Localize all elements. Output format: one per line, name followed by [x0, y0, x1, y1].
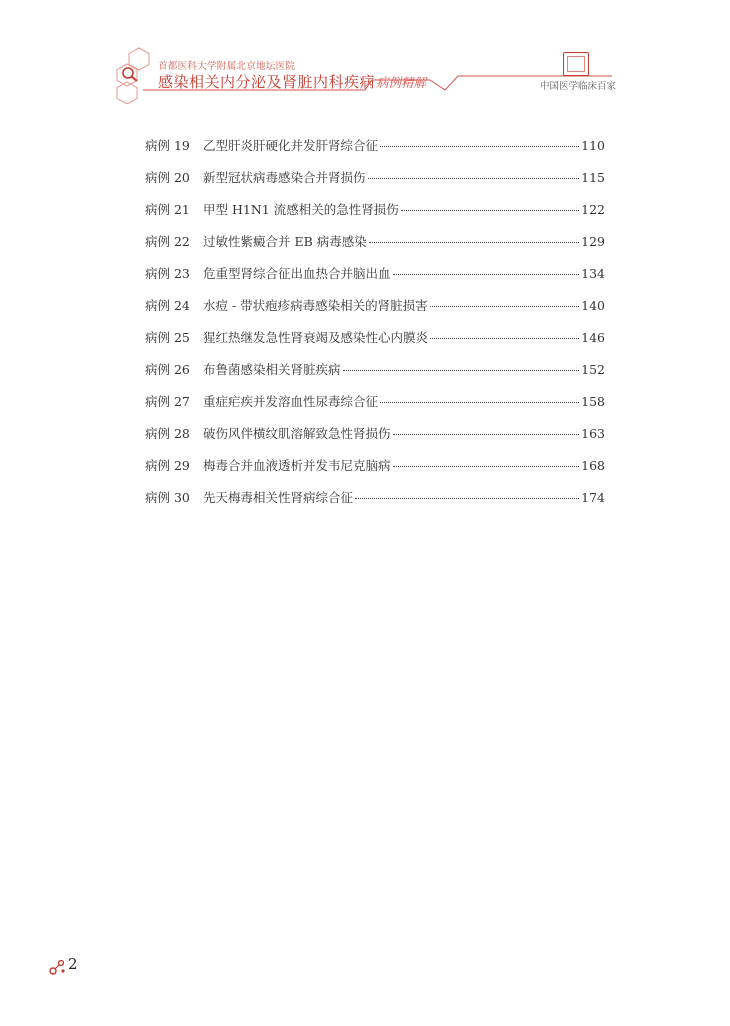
dot-leader [430, 305, 579, 307]
toc-entry[interactable] [145, 162, 605, 194]
case-number: 病例 20 [145, 170, 190, 185]
case-page-number: 140 [581, 298, 605, 313]
case-page-number: 168 [581, 458, 605, 473]
case-page-number: 122 [581, 202, 605, 217]
institution-name: 首都医科大学附属北京地坛医院 [158, 61, 296, 72]
book-title: 感染相关内分泌及肾脏内科疾病 [158, 73, 376, 91]
toc-entry[interactable] [145, 386, 605, 418]
case-number: 病例 27 [145, 394, 190, 409]
toc-entry[interactable] [145, 290, 605, 322]
case-page-number: 110 [581, 138, 605, 153]
toc-entry[interactable] [145, 226, 605, 258]
dot-leader [393, 273, 580, 275]
case-title: 水痘 - 带状疱疹病毒感染相关的肾脏损害 [203, 298, 428, 313]
case-number: 病例 19 [145, 138, 190, 153]
publisher-name: 中国医学临床百家 [540, 81, 617, 92]
case-number: 病例 28 [145, 426, 190, 441]
case-title: 乙型肝炎肝硬化并发肝肾综合征 [203, 138, 379, 153]
toc-entry[interactable] [145, 258, 605, 290]
toc-entry[interactable] [145, 418, 605, 450]
case-number: 病例 29 [145, 458, 190, 473]
header-rule [0, 0, 730, 110]
case-title: 先天梅毒相关性肾病综合征 [203, 490, 354, 505]
toc-entry[interactable] [145, 322, 605, 354]
case-title: 猩红热继发急性肾衰竭及感染性心内膜炎 [203, 330, 429, 345]
page-number: 2 [68, 955, 78, 973]
case-page-number: 152 [581, 362, 605, 377]
case-page-number: 134 [581, 266, 605, 281]
case-title: 新型冠状病毒感染合并肾损伤 [203, 170, 366, 185]
case-page-number: 158 [581, 394, 605, 409]
page-header [0, 0, 730, 110]
case-title: 破伤风伴横纹肌溶解致急性肾损伤 [203, 426, 391, 441]
case-title: 布鲁菌感染相关肾脏疾病 [203, 362, 341, 377]
toc-entry[interactable] [145, 194, 605, 226]
toc-entry[interactable] [145, 130, 605, 162]
series-tag: 病例精解 [376, 75, 427, 90]
table-of-contents [145, 130, 605, 514]
dot-leader [343, 369, 580, 371]
case-page-number: 146 [581, 330, 605, 345]
seal-stamp-icon [563, 52, 589, 76]
case-number: 病例 25 [145, 330, 190, 345]
dot-leader [380, 145, 579, 147]
toc-entry[interactable] [145, 354, 605, 386]
case-page-number: 129 [581, 234, 605, 249]
case-page-number: 163 [581, 426, 605, 441]
case-number: 病例 26 [145, 362, 190, 377]
case-number: 病例 22 [145, 234, 190, 249]
case-page-number: 174 [581, 490, 605, 505]
case-number: 病例 23 [145, 266, 190, 281]
dot-leader [355, 497, 579, 499]
case-title: 重症疟疾并发溶血性尿毒综合征 [203, 394, 379, 409]
case-page-number: 115 [581, 170, 605, 185]
case-number: 病例 24 [145, 298, 190, 313]
case-number: 病例 30 [145, 490, 190, 505]
dot-leader [393, 433, 580, 435]
toc-entry[interactable] [145, 450, 605, 482]
case-number: 病例 21 [145, 202, 190, 217]
case-title: 甲型 H1N1 流感相关的急性肾损伤 [203, 202, 399, 217]
case-title: 梅毒合并血液透析并发韦尼克脑病 [203, 458, 391, 473]
case-title: 过敏性紫癜合并 EB 病毒感染 [203, 234, 367, 249]
dot-leader [368, 177, 580, 179]
molecule-page-icon [49, 958, 67, 976]
dot-leader [430, 337, 579, 339]
dot-leader [380, 401, 579, 403]
dot-leader [393, 465, 580, 467]
dot-leader [369, 241, 579, 243]
dot-leader [401, 209, 579, 211]
toc-entry[interactable] [145, 482, 605, 514]
case-title: 危重型肾综合征出血热合并脑出血 [203, 266, 391, 281]
